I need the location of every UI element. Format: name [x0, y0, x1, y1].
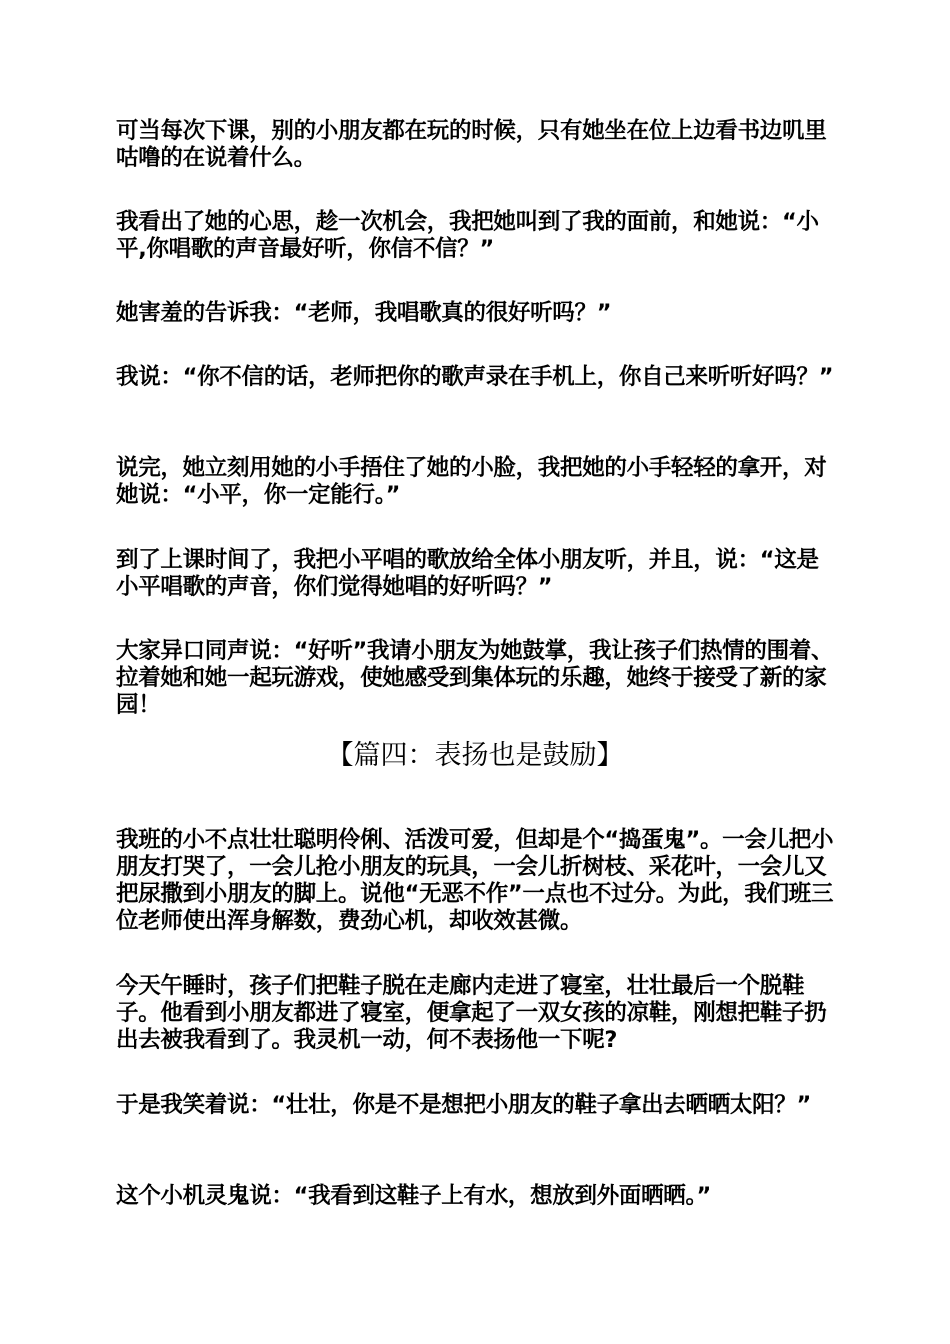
paragraph: 到了上课时间了，我把小平唱的歌放给全体小朋友听，并且，说：“这是小平唱歌的声音，你们觉得她唱的好听吗？” [116, 547, 819, 600]
paragraph: 她害羞的告诉我：“老师，我唱歌真的很好听吗？” [116, 300, 612, 326]
paragraph: 今天午睡时，孩子们把鞋子脱在走廊内走进了寝室，壮壮最后一个脱鞋子。他看到小朋友都进了寝室，便拿起了一双女孩的凉鞋，刚想把鞋子扔出去被我看到了。我灵机一动，何不表扬他一下呢? [116, 973, 827, 1053]
paragraph: 我看出了她的心思，趁一次机会，我把她叫到了我的面前，和她说：“小平,你唱歌的声音最好听，你信不信？” [116, 209, 819, 262]
paragraph: 大家异口同声说：“好听”我请小朋友为她鼓掌，我让孩子们热情的围着、拉着她和她一起玩游戏，使她感受到集体玩的乐趣，她终于接受了新的家园！ [116, 638, 834, 718]
paragraph: 我说：“你不信的话，老师把你的歌声录在手机上，你自己来听听好吗？” [116, 364, 834, 390]
paragraph: 这个小机灵鬼说：“我看到这鞋子上有水，想放到外面晒晒。” [116, 1183, 711, 1209]
paragraph: 我班的小不点壮壮聪明伶俐、活泼可爱，但却是个“捣蛋鬼”。一会儿把小朋友打哭了，一会儿抢小朋友的玩具，一会儿折树枝、采花叶，一会儿又把尿撒到小朋友的脚上。说他“无恶不作”一点也不过分。为此，我们班三位老师使出浑身解数，费劲心机，却收效甚微。 [116, 827, 834, 934]
paragraph: 说完，她立刻用她的小手捂住了她的小脸，我把她的小手轻轻的拿开，对她说：“小平，你一定能行。” [116, 455, 827, 508]
section-heading: 【篇四：表扬也是鼓励】 [326, 740, 624, 771]
paragraph: 可当每次下课，别的小朋友都在玩的时候，只有她坐在位上边看书边叽里咕噜的在说着什么。 [116, 118, 827, 171]
paragraph: 于是我笑着说：“壮壮，你是不是想把小朋友的鞋子拿出去晒晒太阳？” [116, 1092, 811, 1118]
